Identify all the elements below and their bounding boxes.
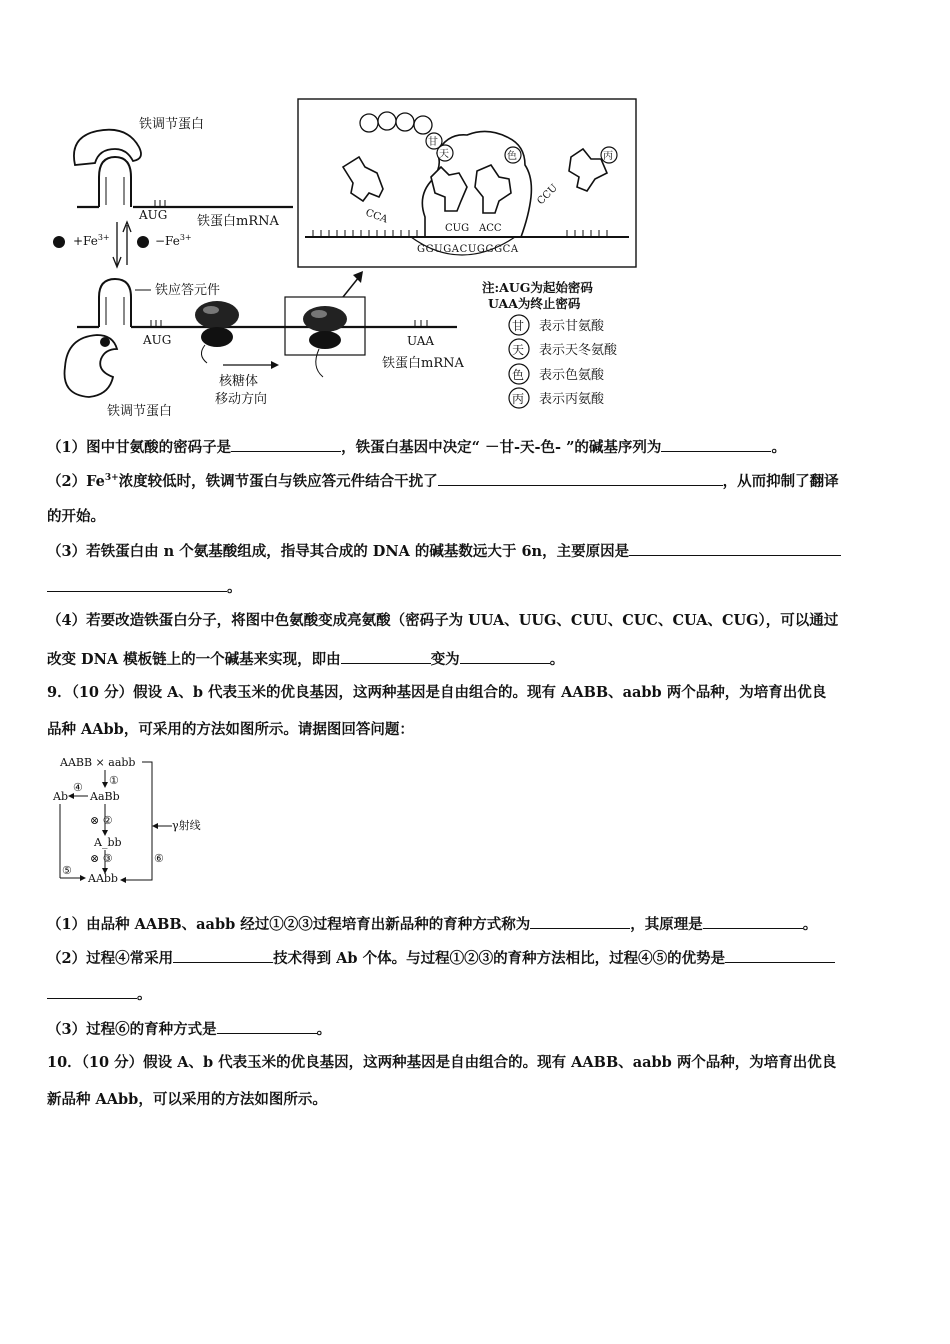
q9-p3-blank[interactable]: [217, 1018, 317, 1034]
ribosome-direction-label-2: 移动方向: [215, 392, 268, 407]
q9-line1: 9．（10 分）假设 A、b 代表玉米的优良基因，这两种基因是自由组合的。现有 AABB、aabb 两个品种，为培育出优良: [47, 684, 827, 701]
q8-p4-blank-1[interactable]: [341, 648, 431, 664]
q9-stem-line2: [47, 720, 414, 740]
q9-part3: [47, 1018, 331, 1040]
q9-p1-text-c: 。: [802, 916, 818, 933]
q9-stem-line1: [47, 683, 826, 703]
step1-label: ①: [109, 774, 119, 787]
q8-p1-blank-1[interactable]: [231, 436, 341, 452]
aug-bottom-label: AUG: [143, 333, 172, 347]
q9-p2-blank-1[interactable]: [173, 947, 273, 963]
q9-p2-text-a: （2）过程④常采用: [47, 950, 174, 967]
q9-line2: 品种 AAbb，可采用的方法如图所示。请据图回答问题：: [47, 721, 414, 738]
q8-p2-blank[interactable]: [438, 470, 723, 486]
iron-response-element-label: 铁应答元件: [155, 283, 221, 298]
top-hairpin: [99, 157, 131, 207]
q10-stem-line2: [47, 1090, 327, 1110]
q8-p2-text-d: 的开始。: [47, 508, 105, 525]
legend-symbol-gan: 甘: [512, 319, 525, 333]
q8-p4-text-d: 。: [549, 651, 565, 668]
target-label: AAbb: [88, 872, 118, 885]
q8-p1-text-a: （1）图中甘氨酸的密码子是: [47, 439, 232, 456]
q8-p3-text-a: （3）若铁蛋白由 n 个氨基酸组成，指导其合成的 DNA 的碱基数远大于 6n，主要原因是: [47, 543, 630, 560]
legend-text-tian: 表示天冬氨酸: [539, 343, 618, 358]
q8-p3-blank-1[interactable]: [629, 540, 841, 556]
bottom-hairpin: [99, 279, 131, 327]
legend-text-bing: 表示丙氨酸: [539, 392, 605, 407]
iron-regulatory-protein-top: [74, 130, 141, 165]
q9-part2: [47, 947, 835, 969]
q8-p2-text-a: （2）Fe: [47, 473, 105, 490]
inset-mrna-sequence: GGUGACUGGGCA: [417, 244, 519, 255]
aa-se-icon: 色: [507, 151, 517, 162]
q8-p2-sup: 3+: [104, 473, 119, 484]
q8-p3-end: 。: [227, 579, 242, 596]
note-line1: 注:AUG为起始密码: [482, 280, 593, 295]
legend-text-se: 表示色氨酸: [539, 368, 605, 383]
q8-p1-text-c: 。: [771, 439, 786, 456]
q9-part2-cont: [47, 983, 152, 1005]
q8-p2-text-c: ，从而抑制了翻译: [722, 473, 839, 490]
q8-p3-blank-2[interactable]: [47, 576, 227, 592]
ribosome-icon: [195, 301, 239, 363]
anticodon-1: CCA: [363, 207, 389, 226]
aa-bing-icon: 丙: [603, 151, 613, 162]
iron-regulatory-protein-bottom-label: 铁调节蛋白: [107, 404, 173, 419]
q9-p2-blank-2[interactable]: [725, 947, 835, 963]
legend-symbol-se: 色: [512, 368, 525, 382]
q8-p4-text-c: 变为: [430, 651, 460, 668]
q9-p2-text-b: 技术得到 Ab 个体。与过程①②③的育种方法相比，过程④⑤的优势是: [273, 950, 726, 967]
step5-label: ⑤: [62, 864, 72, 877]
plus-fe-label: $+Fe^{3+}$: [73, 233, 110, 248]
ferritin-mrna-top-label: 铁蛋白mRNA: [197, 214, 279, 229]
aug-top-label: AUG: [139, 208, 168, 222]
legend: [509, 315, 618, 408]
step2-label: ⊗ ②: [90, 814, 113, 827]
ferritin-translation-figure: [47, 97, 647, 422]
legend-symbol-tian: 天: [512, 343, 525, 357]
step3-label: ⊗ ③: [90, 852, 113, 865]
gamma-ray-label: γ射线: [172, 819, 201, 832]
anticodon-3: ACC: [479, 223, 502, 234]
ab-label: Ab: [53, 790, 68, 803]
minus-fe-label: $-Fe^{3+}$: [155, 233, 192, 248]
q8-part4-cont: [47, 648, 564, 670]
q8-part3: [47, 540, 841, 562]
aa-tian-icon: 天: [439, 149, 449, 160]
q9-p1-blank-1[interactable]: [530, 913, 630, 929]
fe-dot-icon-2: [137, 236, 149, 248]
q9-part1: [47, 913, 817, 935]
iron-regulatory-protein-top-label: 铁调节蛋白: [139, 117, 205, 132]
q8-p4-text-a: （4）若要改造铁蛋白分子，将图中色氨酸变成亮氨酸（密码子为 UUA、UUG、CUU、CUC、CUA、CUG），可以通过: [47, 612, 839, 629]
step6-label: ⑥: [154, 852, 164, 865]
parents-label: AABB × aabb: [60, 756, 136, 769]
q8-part4: [47, 611, 838, 631]
q8-part2-cont: [47, 507, 105, 527]
q8-p1-text-b: ，铁蛋白基因中决定“ －甘-天-色- ”的碱基序列为: [341, 439, 662, 456]
q8-p1-blank-2[interactable]: [661, 436, 771, 452]
breeding-diagram: [50, 752, 230, 887]
q9-p1-blank-2[interactable]: [703, 913, 803, 929]
q9-p3-text-a: （3）过程⑥的育种方式是: [47, 1021, 217, 1038]
q8-part1: [47, 436, 786, 458]
legend-symbol-bing: 丙: [512, 392, 525, 406]
q9-p1-text-b: ，其原理是: [630, 916, 703, 933]
step4-label: ④: [73, 781, 83, 794]
ferritin-mrna-bottom-label: 铁蛋白mRNA: [382, 356, 464, 371]
q8-p4-blank-2[interactable]: [460, 648, 550, 664]
a-bb-label: A_bb: [94, 836, 122, 849]
q9-p1-text-a: （1）由品种 AABB、aabb 经过①②③过程培育出新品种的育种方式称为: [47, 916, 531, 933]
legend-text-gan: 表示甘氨酸: [539, 319, 605, 334]
q9-p3-text-b: 。: [316, 1021, 332, 1038]
f1-label: AaBb: [90, 790, 120, 803]
q8-part2: [47, 470, 839, 492]
uaa-label: UAA: [407, 334, 435, 348]
q10-stem-line1: [47, 1053, 836, 1073]
q10-line2: 新品种 AAbb，可以采用的方法如图所示。: [47, 1091, 327, 1108]
q8-part3-cont: [47, 576, 242, 598]
q8-p4-text-b: 改变 DNA 模板链上的一个碱基来实现，即由: [47, 651, 341, 668]
ribosome-direction-label-1: 核糖体: [219, 374, 259, 389]
q9-p2-blank-3[interactable]: [47, 983, 137, 999]
q9-p2-end: 。: [137, 986, 152, 1003]
aa-gan-icon: 甘: [428, 137, 438, 148]
note-line2: UAA为终止密码: [488, 296, 581, 311]
q10-line1: 10．（10 分）假设 A、b 代表玉米的优良基因，这两种基因是自由组合的。现有 AABB、aabb 两个品种，为培育出优良: [47, 1054, 837, 1071]
q8-p2-text-b: 浓度较低时，铁调节蛋白与铁应答元件结合干扰了: [118, 473, 438, 490]
anticodon-4: CCU: [535, 182, 560, 208]
fe-dot-icon: [53, 236, 65, 248]
anticodon-2: CUG: [445, 223, 470, 234]
ribosome-icon-2: [303, 306, 347, 377]
